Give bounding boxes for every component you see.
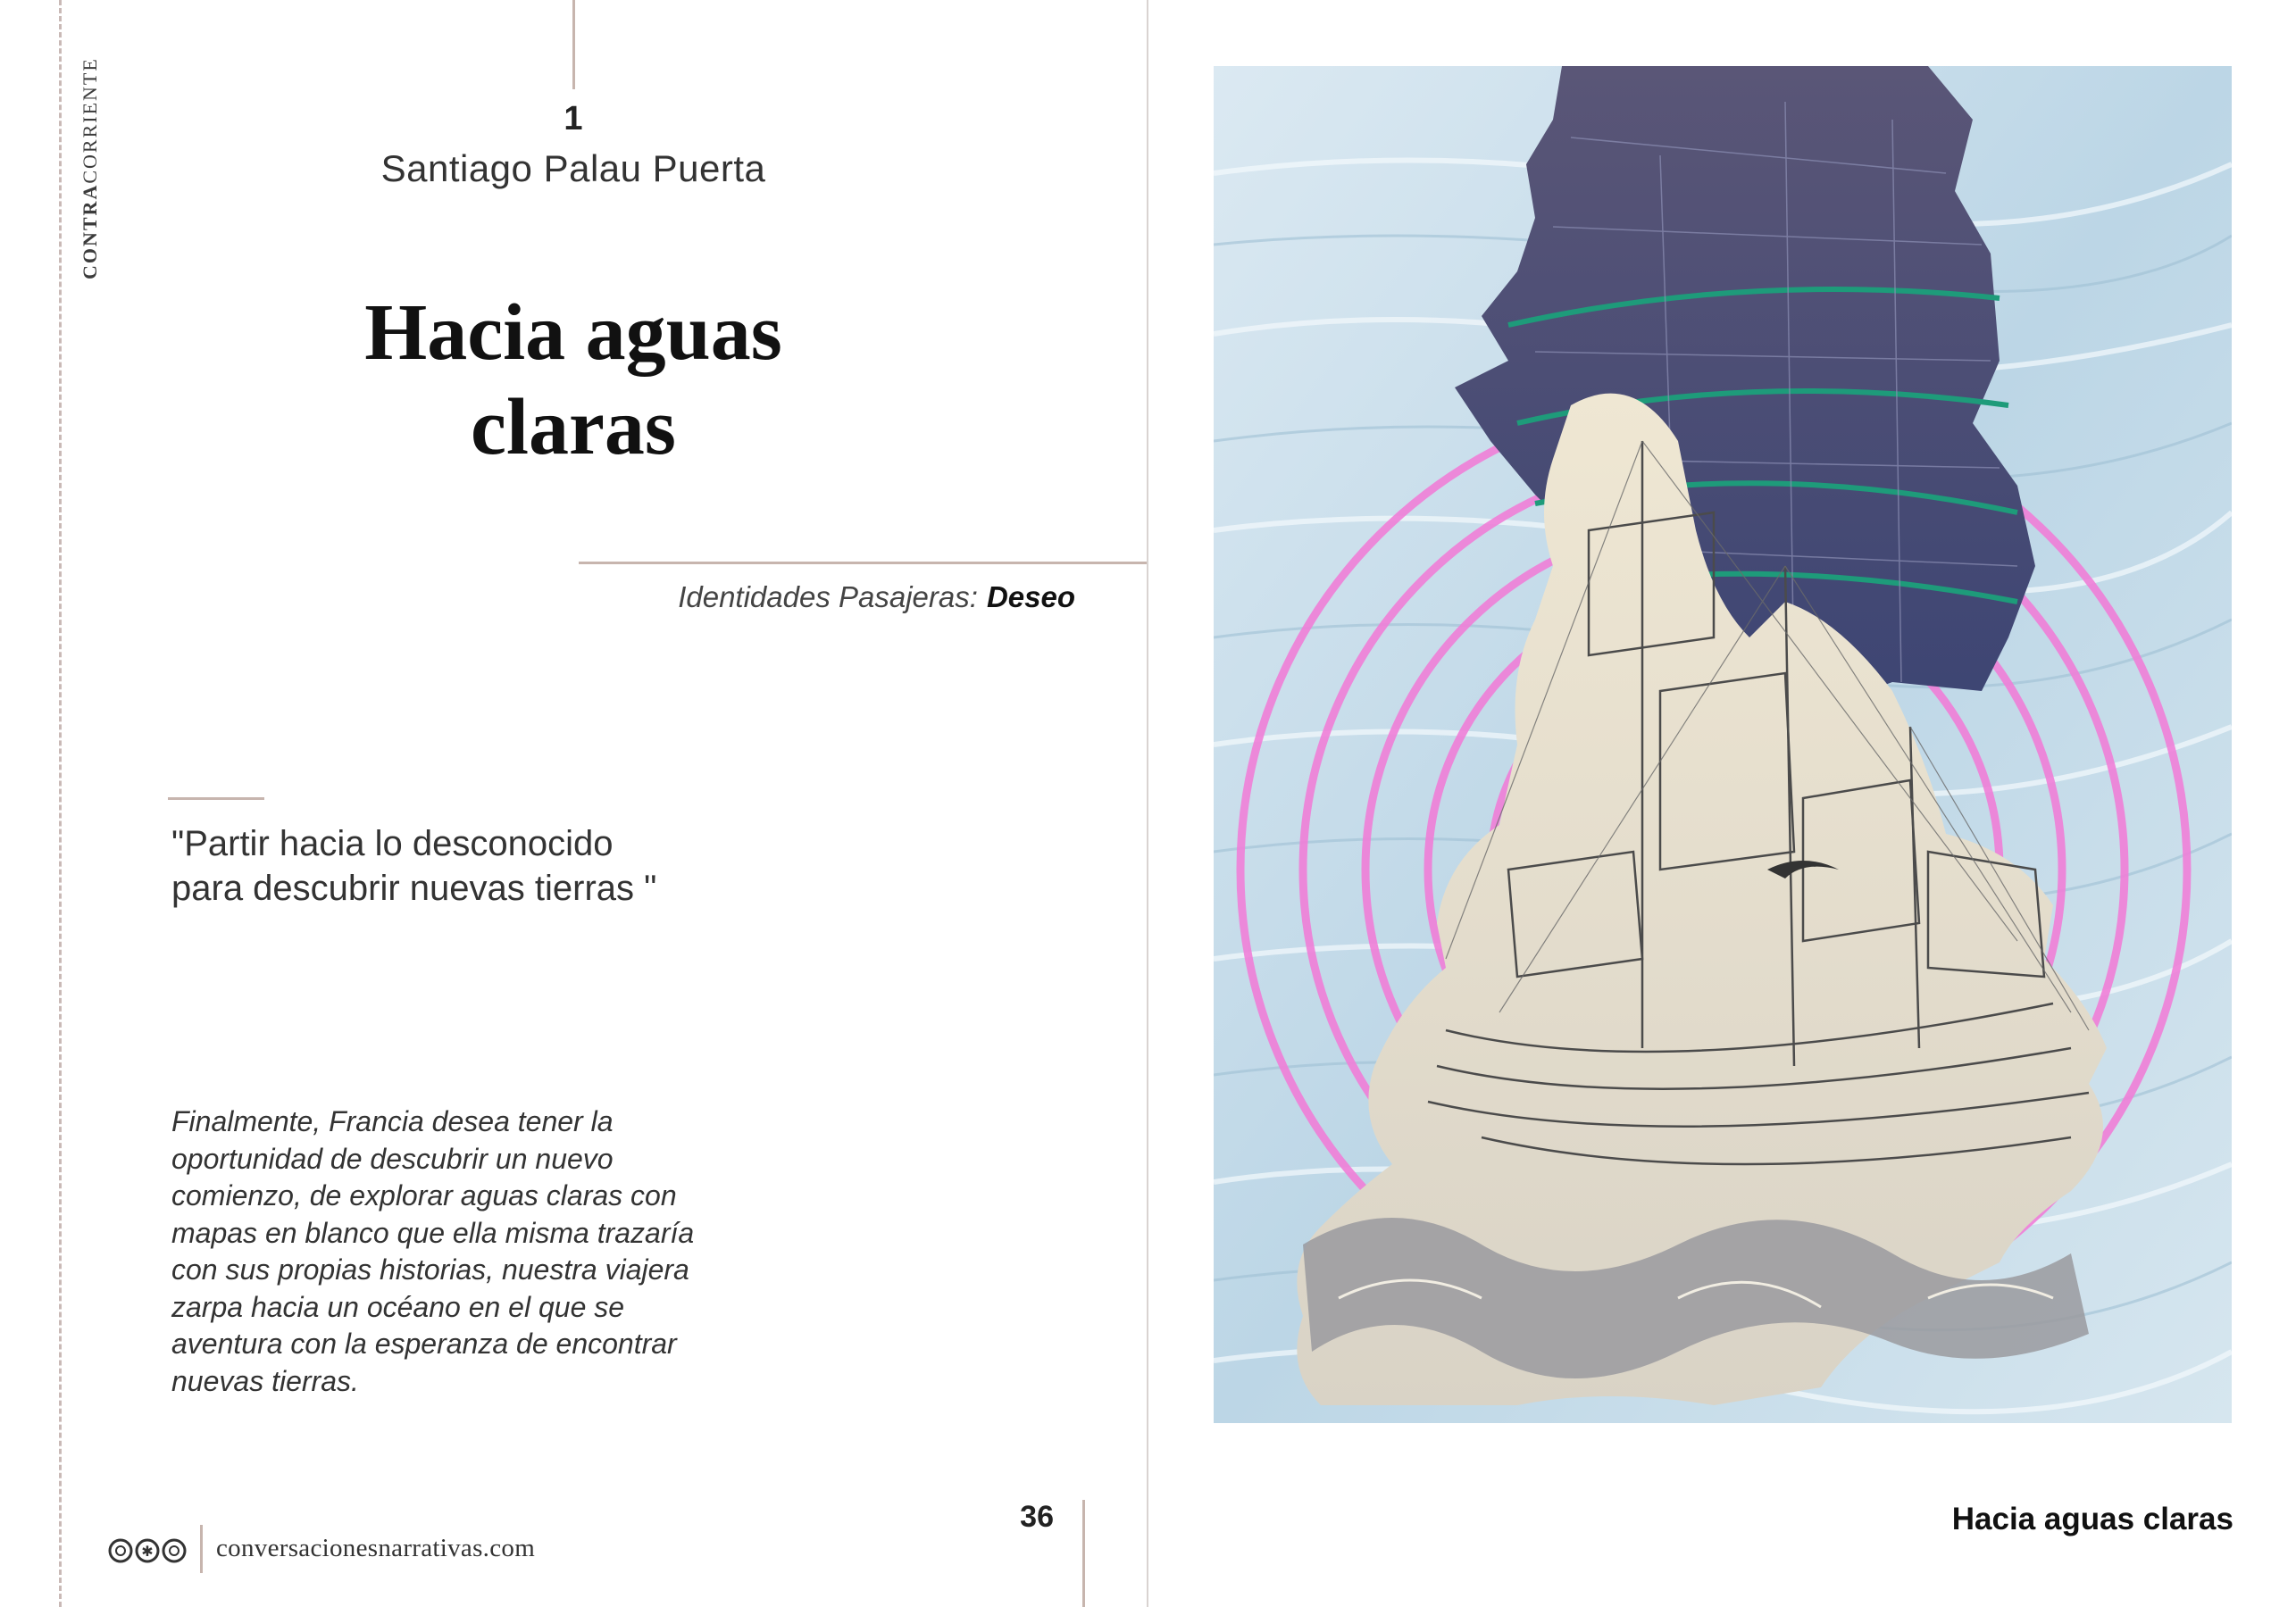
brand-light: CORRIENTE bbox=[79, 57, 101, 184]
page-number: 36 bbox=[1020, 1500, 1054, 1534]
pull-quote bbox=[171, 821, 797, 911]
brand-vertical-label bbox=[79, 57, 105, 289]
footer-separator bbox=[200, 1525, 203, 1573]
section-tag bbox=[450, 580, 1075, 614]
website-link[interactable]: conversacionesnarrativas.com bbox=[216, 1534, 536, 1562]
collage-ship-map-icon bbox=[1214, 66, 2232, 1423]
title-line-1: Hacia aguas bbox=[364, 288, 782, 377]
quote-line-1: "Partir hacia lo desconocido bbox=[171, 824, 614, 863]
title-line-2: claras bbox=[471, 383, 676, 471]
section-value: Deseo bbox=[986, 580, 1075, 613]
quote-line-2: para descubrir nuevas tierras " bbox=[171, 869, 657, 908]
body-paragraph: Finalmente, Francia desea tener la oportunidad de descubrir un nuevo comienzo, de explorar aguas claras con mapas en blanco que ella misma trazaría con sus propias historias, nuestra viajera zarpa hacia un océano en el que se aventura con la esperanza de encontrar nuevas tierras. bbox=[171, 1105, 695, 1397]
chapter-number: 1 bbox=[564, 100, 583, 137]
section-divider bbox=[579, 562, 1147, 564]
author-name: Santiago Palau Puerta bbox=[380, 147, 766, 189]
dashed-margin-line bbox=[59, 0, 62, 1607]
article-title bbox=[261, 286, 886, 475]
running-title: Hacia aguas claras bbox=[1951, 1502, 2233, 1536]
svg-text:✱: ✱ bbox=[141, 1543, 154, 1560]
left-page bbox=[0, 0, 1147, 1607]
brand-bold: CONTRA bbox=[79, 183, 101, 279]
quote-divider bbox=[168, 797, 264, 800]
footer-divider bbox=[1082, 1500, 1085, 1607]
three-circles-logo-icon[interactable] bbox=[107, 1536, 188, 1566]
top-divider bbox=[572, 0, 575, 89]
section-label: Identidades Pasajeras: bbox=[678, 580, 978, 613]
